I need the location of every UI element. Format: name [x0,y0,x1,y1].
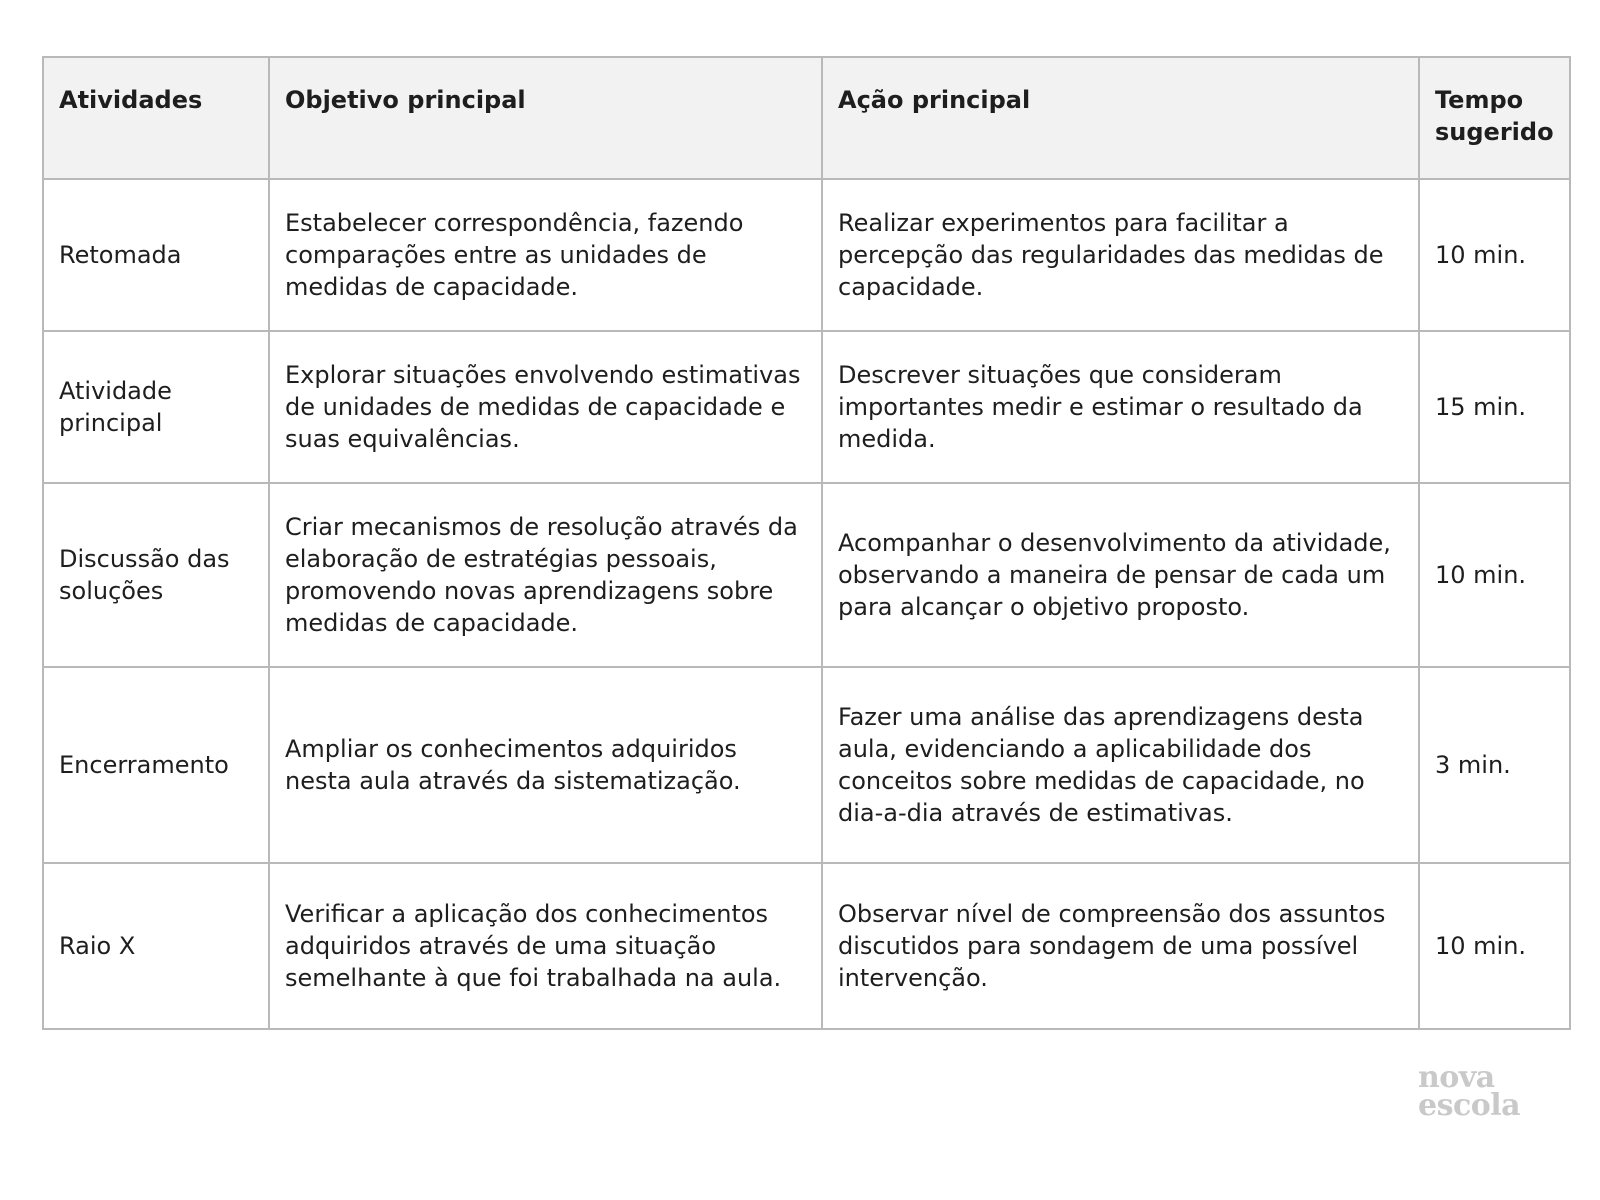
cell-tempo: 10 min. [1419,863,1570,1029]
table-row [43,483,1570,667]
cell-objetivo: Verificar a aplicação dos conhecimentos adquiridos através de uma situação semelhante à que foi trabalhada na aula. [269,863,822,1029]
cell-objetivo: Criar mecanismos de resolução através da elaboração de estratégias pessoais, promovendo novas aprendizagens sobre medidas de capacidade. [269,483,822,667]
lesson-plan-table [42,56,1571,1030]
cell-atividade: Atividade principal [43,331,269,483]
header-objetivo-principal: Objetivo principal [269,57,822,179]
logo-line-nova: nova [1418,1060,1495,1095]
header-acao-principal: Ação principal [822,57,1419,179]
cell-atividade: Encerramento [43,667,269,863]
table-header-row [43,57,1570,179]
cell-acao: Acompanhar o desenvolvimento da atividade, observando a maneira de pensar de cada um para alcançar o objetivo proposto. [822,483,1419,667]
cell-acao: Descrever situações que consideram importantes medir e estimar o resultado da medida. [822,331,1419,483]
table-row [43,331,1570,483]
nova-escola-logo [1418,1060,1521,1123]
cell-objetivo: Explorar situações envolvendo estimativas de unidades de medidas de capacidade e suas equivalências. [269,331,822,483]
cell-atividade: Discussão das soluções [43,483,269,667]
cell-tempo: 10 min. [1419,483,1570,667]
table-row [43,863,1570,1029]
cell-acao: Observar nível de compreensão dos assuntos discutidos para sondagem de uma possível intervenção. [822,863,1419,1029]
table-row [43,667,1570,863]
cell-atividade: Raio X [43,863,269,1029]
logo-line-escola: escola [1418,1088,1521,1123]
header-atividades: Atividades [43,57,269,179]
cell-tempo: 3 min. [1419,667,1570,863]
cell-acao: Fazer uma análise das aprendizagens desta aula, evidenciando a aplicabilidade dos conceitos sobre medidas de capacidade, no dia-a-dia através de estimativas. [822,667,1419,863]
cell-tempo: 10 min. [1419,179,1570,331]
cell-objetivo: Ampliar os conhecimentos adquiridos nesta aula através da sistematização. [269,667,822,863]
table-row [43,179,1570,331]
cell-objetivo: Estabelecer correspondência, fazendo comparações entre as unidades de medidas de capacidade. [269,179,822,331]
cell-tempo: 15 min. [1419,331,1570,483]
cell-acao: Realizar experimentos para facilitar a percepção das regularidades das medidas de capacidade. [822,179,1419,331]
cell-atividade: Retomada [43,179,269,331]
header-tempo-sugerido: Tempo sugerido [1419,57,1570,179]
